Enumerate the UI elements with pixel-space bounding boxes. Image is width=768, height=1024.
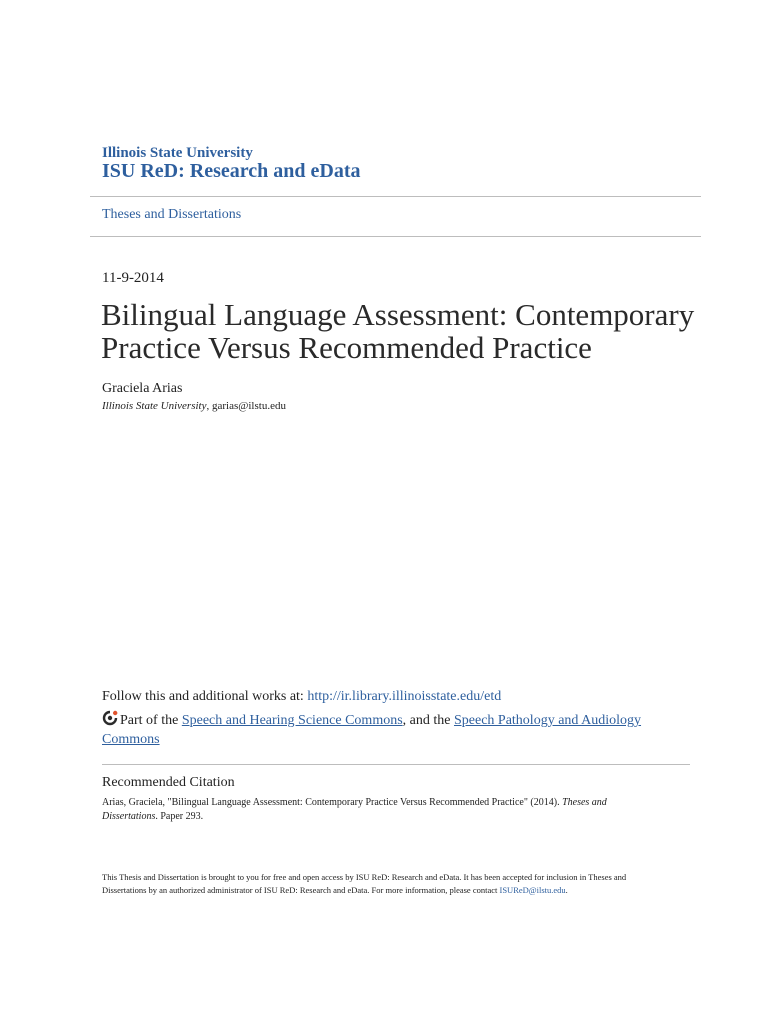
citation-series: Theses and Dissertations [102, 797, 607, 822]
institution-name[interactable]: Illinois State University [102, 145, 253, 161]
footer-end: . [565, 885, 568, 895]
follow-line [102, 689, 501, 705]
citation-main: Arias, Graciela, "Bilingual Language Assessment: Contemporary Practice Versus Recommended Practice" (2014). [102, 797, 560, 808]
series-link[interactable]: Theses and Dissertations [102, 207, 242, 222]
follow-label: Follow this and additional works at: [102, 689, 304, 704]
document-title: Bilingual Language Assessment: Contemporary Practice Versus Recommended Practice [101, 297, 695, 365]
commons-network-icon [102, 710, 118, 726]
citation-heading: Recommended Citation [102, 775, 235, 790]
footer-text: This Thesis and Dissertation is brought to you for free and open access by ISU ReD: Research and eData. It has been accepted for inclusion in Theses and Dissertations by an authorized administrator of ISU ReD: Research and eData. For more information, please contact [102, 872, 627, 895]
citation-text [102, 796, 662, 824]
contact-email-link[interactable]: ISUReD@ilstu.edu [499, 885, 566, 895]
part-of-line [102, 710, 702, 749]
header-divider-bottom [90, 236, 701, 237]
repository-name[interactable]: ISU ReD: Research and eData [102, 160, 361, 182]
etd-link[interactable]: http://ir.library.illinoisstate.edu/etd [307, 689, 502, 704]
part-of-label: Part of the [120, 713, 179, 728]
speech-pathology-commons-link[interactable]: Speech Pathology and Audiology Commons [102, 713, 642, 747]
citation-divider [102, 764, 690, 765]
citation-paper: . Paper 293. [155, 811, 204, 822]
author-affiliation: Illinois State University, garias@ilstu.edu [102, 400, 286, 412]
author-name: Graciela Arias [102, 381, 183, 396]
publication-date: 11-9-2014 [102, 270, 164, 286]
author-email: garias@ilstu.edu [211, 400, 286, 412]
footer-notice [102, 871, 672, 897]
speech-hearing-commons-link[interactable]: Speech and Hearing Science Commons [181, 713, 403, 728]
and-the-label: , and the [402, 713, 451, 728]
header-divider-top [90, 196, 701, 197]
affiliation-name: Illinois State University [102, 400, 207, 412]
